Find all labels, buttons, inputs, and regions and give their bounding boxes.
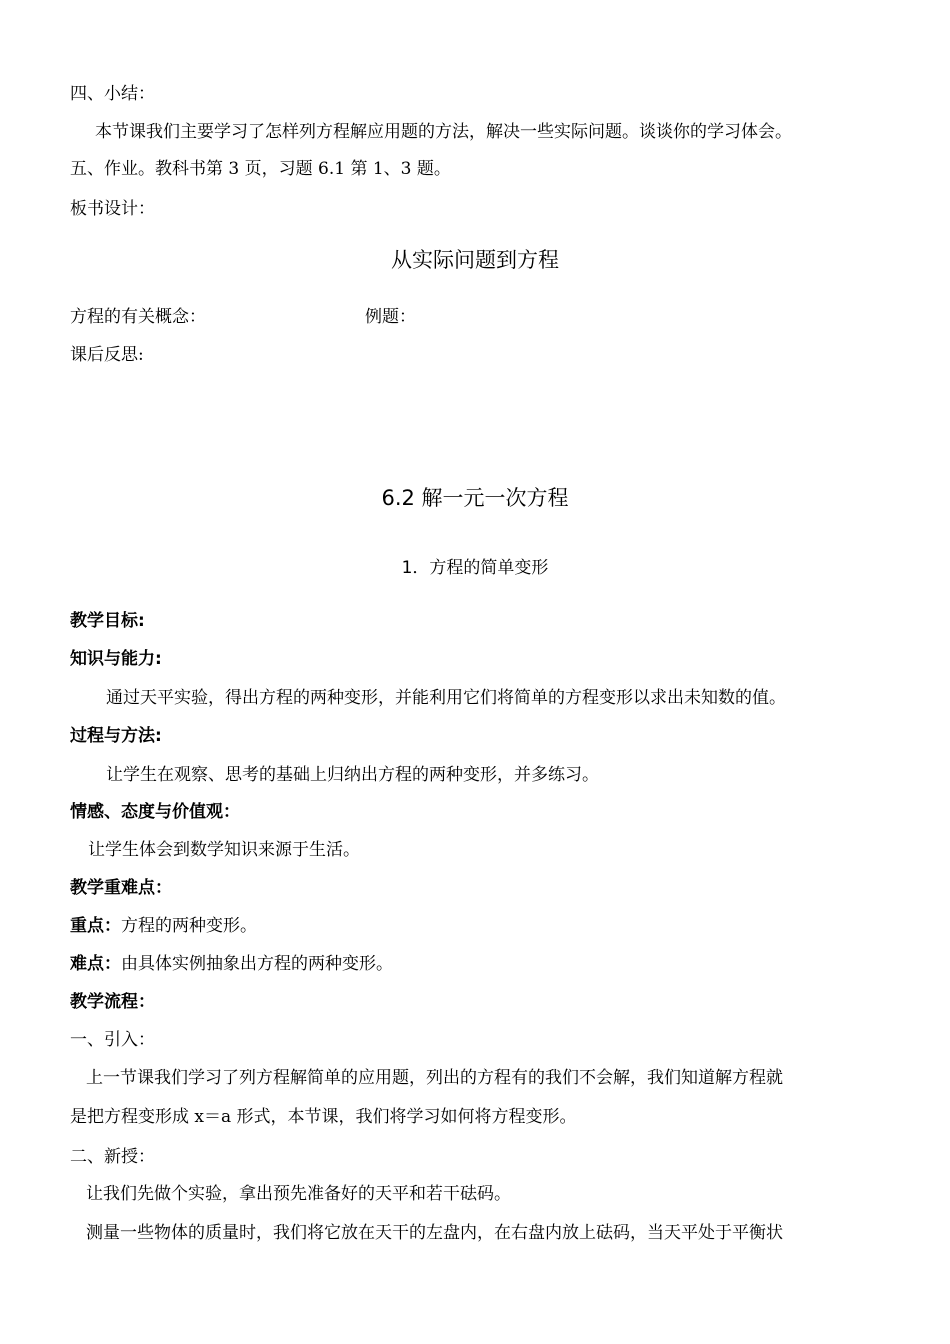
process-heading: 过程与方法: [70,726,162,746]
new-lesson-line-2: 测量一些物体的质量时，我们将它放在天干的左盘内，在右盘内放上砝码，当天平处于平衡状 [86,1223,783,1243]
knowledge-text: 通过天平实验，得出方程的两种变形，并能利用它们将简单的方程变形以求出未知数的值。 [106,688,786,708]
board-design-label: 板书设计： [70,199,155,219]
subsection-title: 1．方程的简单变形 [401,558,549,578]
summary-heading: 四、小结： [70,84,155,104]
board-title: 从实际问题到方程 [391,248,559,272]
flow-heading: 教学流程： [70,992,155,1012]
new-lesson-line-1: 让我们先做个实验，拿出预先准备好的天平和若干砝码。 [86,1184,511,1204]
summary-text: 本节课我们主要学习了怎样列方程解应用题的方法，解决一些实际问题。谈谈你的学习体会。 [95,122,792,142]
homework-text: 五、作业。教科书第 3 页，习题 6.1 第 1、3 题。 [70,159,451,179]
emotion-heading: 情感、态度与价值观： [70,802,240,822]
key-text: 方程的两种变形。 [121,916,257,936]
difficult-label: 难点： [70,954,121,974]
process-text: 让学生在观察、思考的基础上归纳出方程的两种变形，并多练习。 [106,765,599,785]
difficult-text: 由具体实例抽象出方程的两种变形。 [121,954,393,974]
intro-line-2: 是把方程变形成 x＝a 形式，本节课，我们将学习如何将方程变形。 [70,1107,577,1127]
emotion-text: 让学生体会到数学知识来源于生活。 [88,840,360,860]
intro-heading: 一、引入： [70,1030,155,1050]
intro-line-1: 上一节课我们学习了列方程解简单的应用题，列出的方程有的我们不会解，我们知道解方程就 [86,1068,783,1088]
key-difficult-heading: 教学重难点： [70,878,172,898]
reflection-label: 课后反思: [70,345,144,365]
goals-heading: 教学目标: [70,611,145,631]
key-point-line [70,914,257,938]
key-label: 重点： [70,916,121,936]
concepts-label: 方程的有关概念： [70,307,206,327]
new-lesson-heading: 二、新授： [70,1147,155,1167]
knowledge-heading: 知识与能力: [70,649,162,669]
section-title: 6.2 解一元一次方程 [381,486,569,510]
difficult-point-line [70,952,393,976]
examples-label: 例题： [365,307,416,327]
